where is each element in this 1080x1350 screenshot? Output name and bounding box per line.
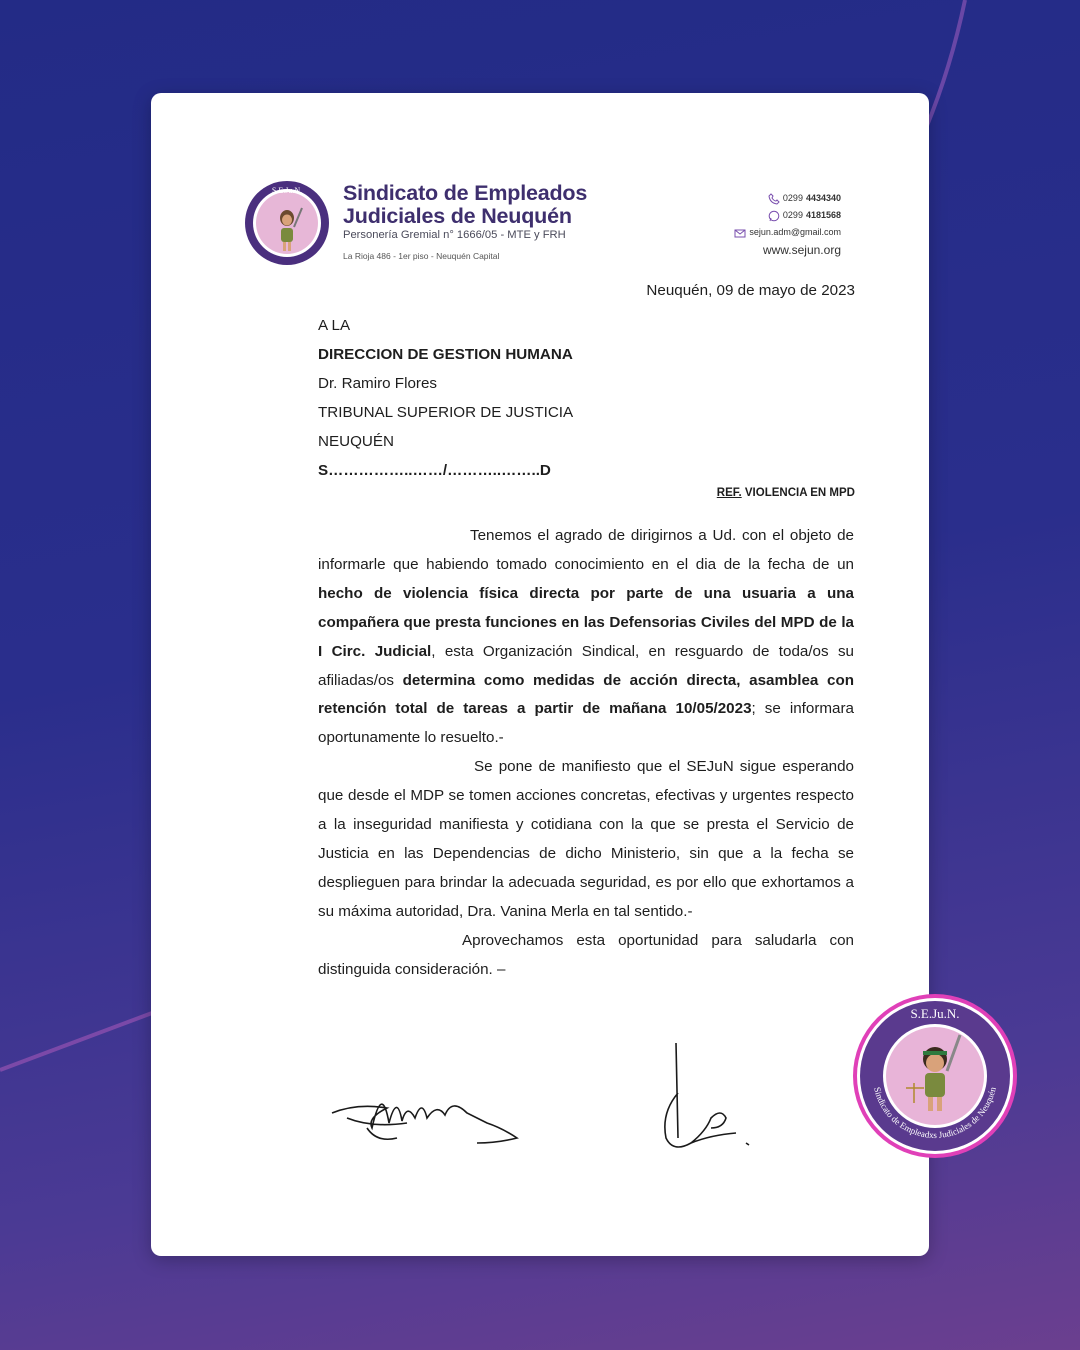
letter-sheet [151,93,929,1256]
recipient-line2: DIRECCION DE GESTION HUMANA [318,345,573,363]
org-name-line2: Judiciales de Neuquén [343,204,572,228]
p1-text-e: ; se informara oportunamente lo resuelto.- [318,700,854,747]
contact-block [734,190,841,259]
recipient-line6: S……………..……/………..……..D [318,461,551,479]
phone-prefix: 0299 [782,193,803,203]
paragraph-3: Aprovechamos esta oportunidad para saludarla con distinguida consideración. – [318,931,854,978]
email-line [734,224,841,241]
email-address: sejun.adm@gmail.com [749,227,841,237]
reference-text: VIOLENCIA EN MPD [741,487,855,499]
recipient-block [318,312,854,485]
phone-line [734,190,841,207]
recipient-line3: Dr. Ramiro Flores [318,374,437,392]
org-address: La Rioja 486 - 1er piso - Neuquén Capital [343,251,500,261]
whatsapp-number: 4181568 [805,210,841,220]
paragraph-1 [318,522,854,753]
mail-icon [734,227,746,239]
badge-top-text: S.E.Ju.N. [910,1006,960,1021]
website-link[interactable]: www.sejun.org [762,243,841,257]
p1-bold-d: determina como medidas de acción directa, asamblea con retención total de tareas a partir de mañana 10/05/2023 [318,671,855,718]
whatsapp-prefix: 0299 [782,210,803,220]
signature-1 [327,1073,537,1173]
paragraph-2: Se pone de manifiesto que el SEJuN sigue esperando que desde el MDP se tomen acciones concretas, efectivas y urgentes respecto a la inseguridad manifiesta y cotidiana con la que se presta el Servicio de Justicia en las Dependencias de dicho Ministerio, sin que a la fecha se desplieguen para brindar la adecuada seguridad, es por ello que exhortamos a su máxima autoridad, Dra. Vanina Merla en tal sentido.- [318,758,854,920]
phone-number: 4434340 [805,193,841,203]
org-name-block [343,182,587,241]
letter-date: Neuquén, 09 de mayo de 2023 [646,282,855,299]
svg-text:S.E.Ju.N.: S.E.Ju.N. [271,186,303,195]
recipient-line5: NEUQUÉN [318,432,394,450]
phone-icon [768,193,780,205]
org-registration: Personería Gremial n° 1666/05 - MTE y FRH [343,229,566,241]
p1-text-c: , esta Organización Sindical, en resguardo de toda/os su afiliadas/os [318,642,854,689]
recipient-line4: TRIBUNAL SUPERIOR DE JUSTICIA [318,403,574,421]
p1-bold-b: hecho de violencia física directa por parte de una usuaria a una compañera que presta funciones en las Defensorias Civiles del MPD de la I Circ. Judicial [318,584,854,660]
reference-label: REF. [716,487,742,499]
signature-2 [651,1033,761,1163]
p1-text-a: Tenemos el agrado de dirigirnos a Ud. con el objeto de informarle que habiendo tomado conocimiento en el dia de la fecha de un [318,527,854,573]
union-badge [852,993,1018,1159]
org-name-line1: Sindicato de Empleados [343,181,588,205]
letter-body [318,522,854,985]
whatsapp-icon [768,210,780,222]
reference-line [717,487,855,499]
union-logo [244,180,330,266]
badge-ring-textpath: Sindicato de Empleadxs Judiciales de Neuquén [872,1086,998,1141]
whatsapp-line [734,207,841,224]
recipient-line1: A LA [318,317,351,334]
